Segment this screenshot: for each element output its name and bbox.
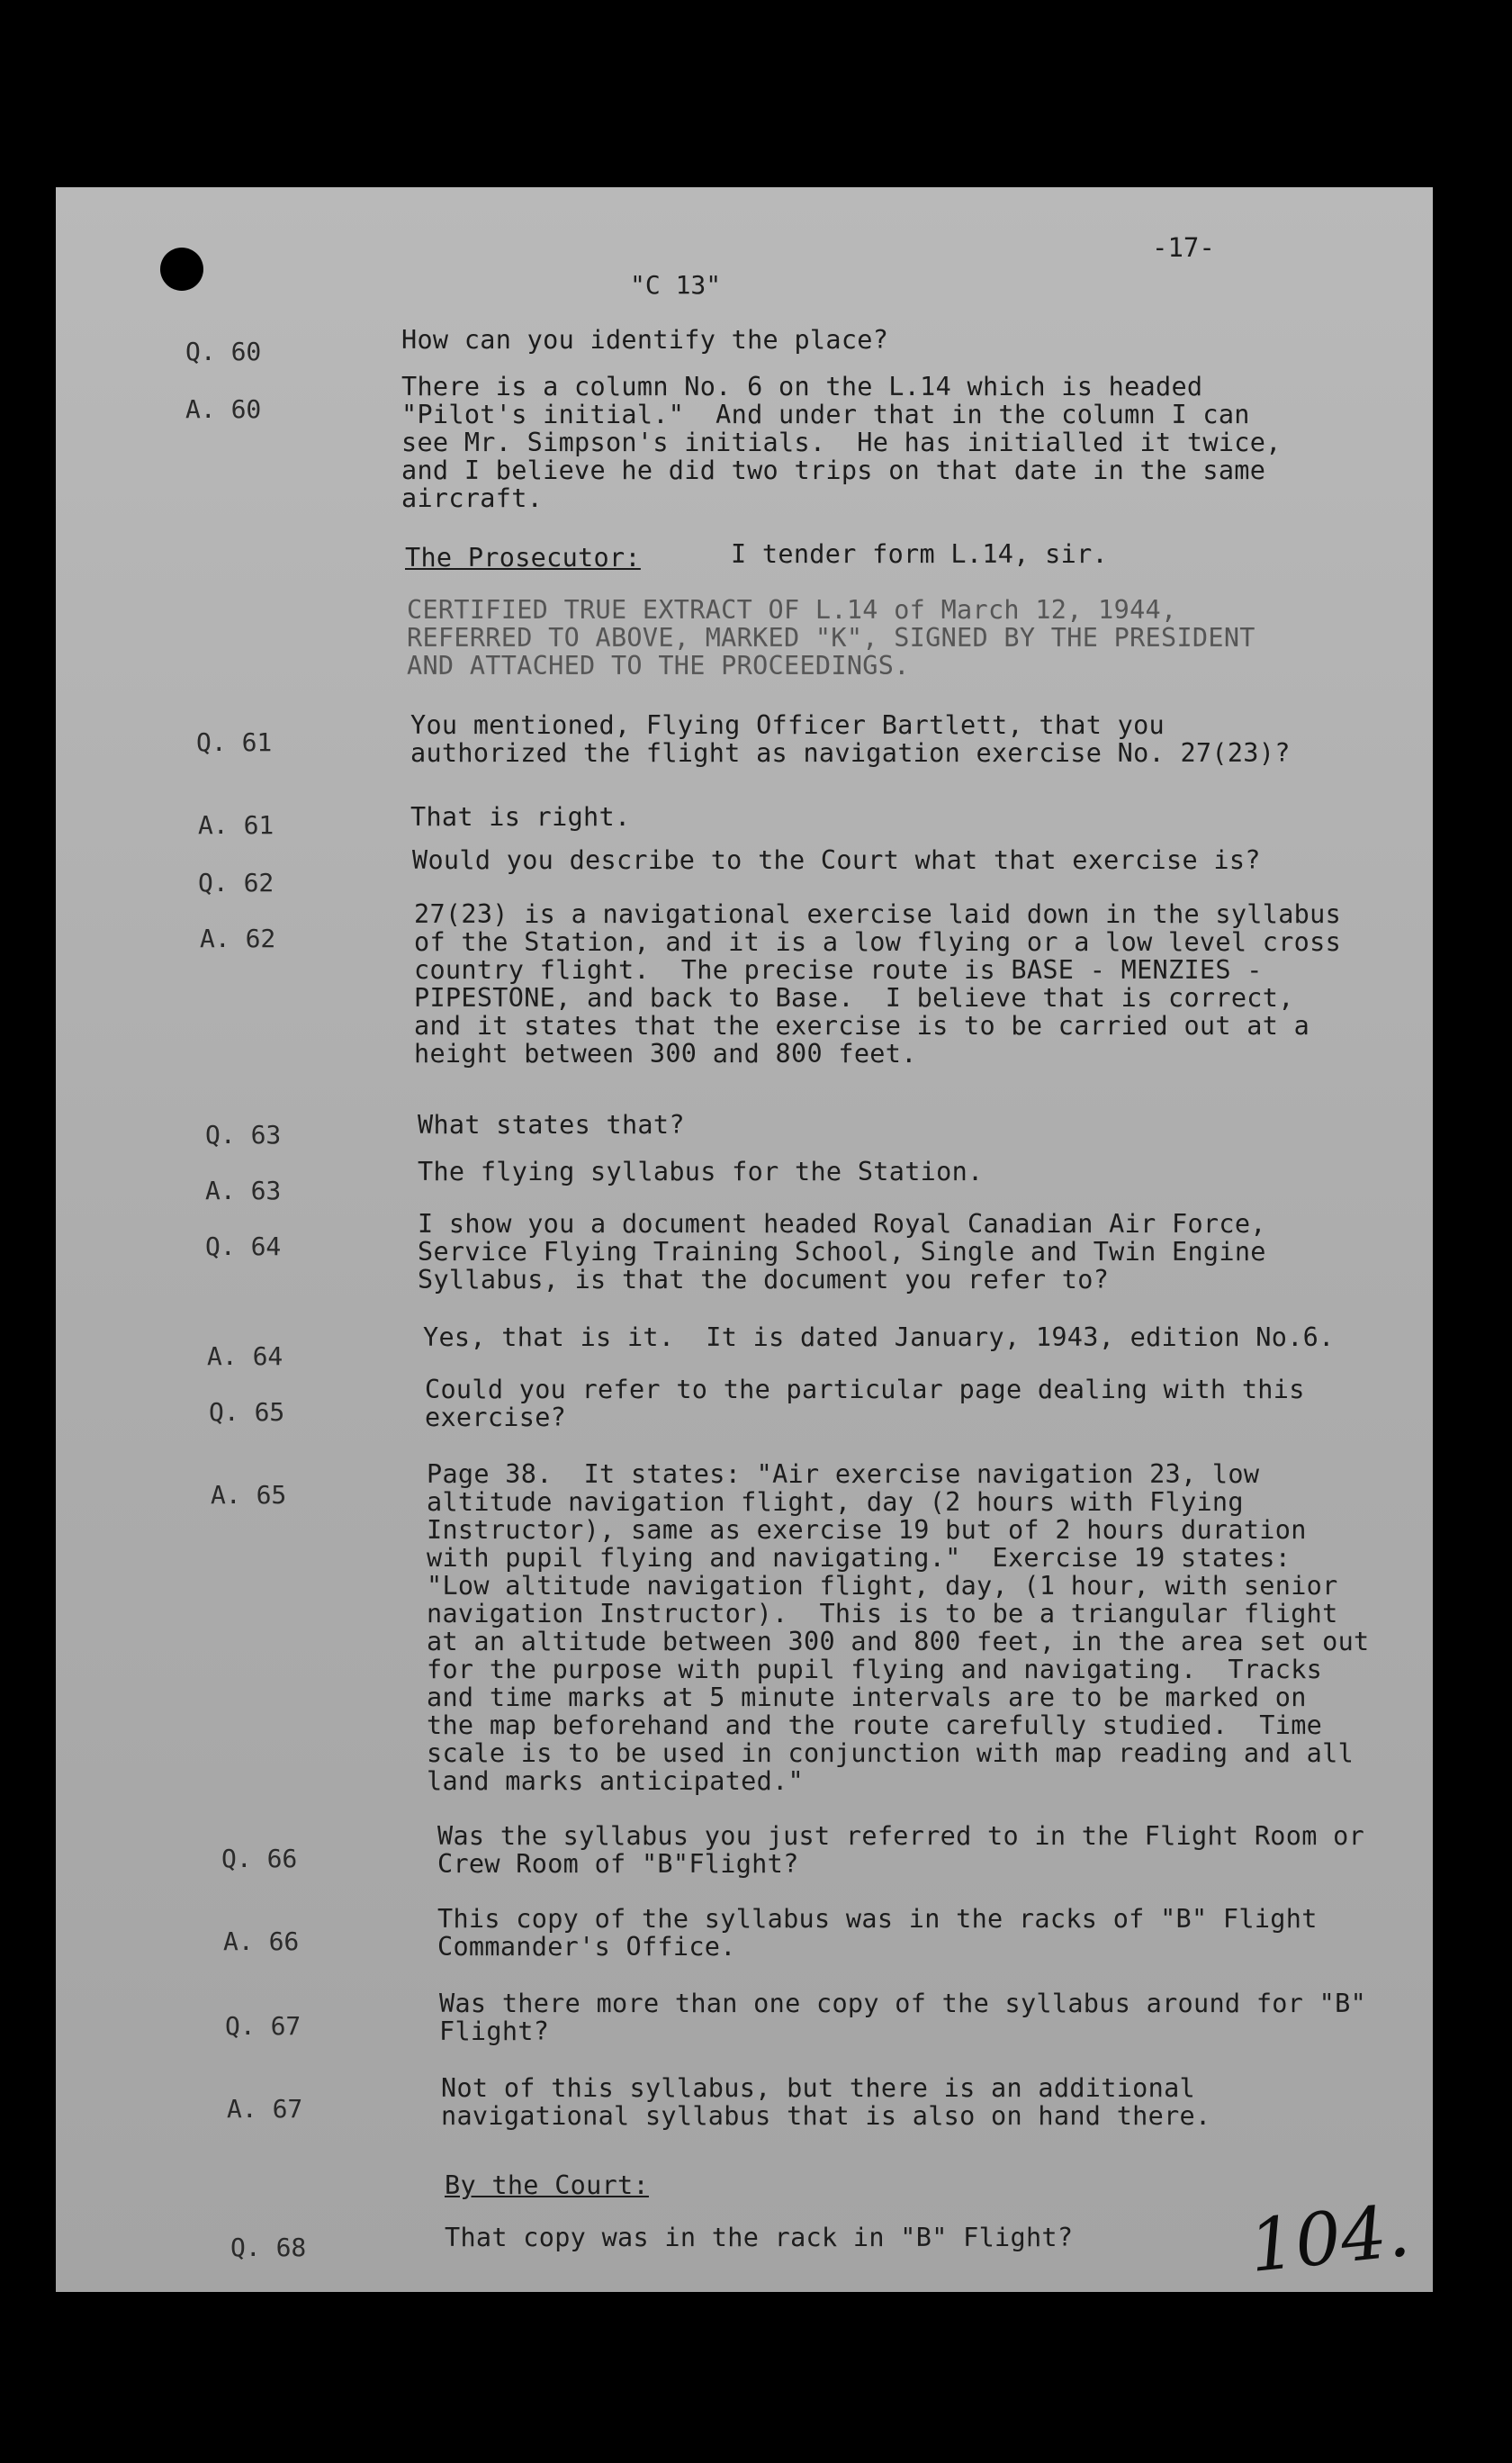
entry-label: Q. 66 <box>221 1844 298 1873</box>
entry-text: The flying syllabus for the Station. <box>418 1157 984 1186</box>
entry-label: A. 65 <box>211 1480 287 1510</box>
entry-label: Q. 64 <box>205 1232 282 1261</box>
entry-label: Q. 62 <box>198 868 274 898</box>
entry-text: There is a column No. 6 on the L.14 which is headed "Pilot's initial." And under that in the column I can see Mr. Simpson's initials. He has initialled it twice, and I believe he did two trips on that date in the same aircraft. <box>401 372 1282 513</box>
entry-label: A. 64 <box>207 1341 284 1371</box>
entry-text: You mentioned, Flying Officer Bartlett, that you authorized the flight as navigation exercise No. 27(23)? <box>410 710 1291 768</box>
entry-text: Yes, that is it. It is dated January, 1943, edition No.6. <box>423 1322 1335 1352</box>
entry-label: A. 67 <box>227 2094 303 2124</box>
entry-text: Would you describe to the Court what that exercise is? <box>412 845 1261 875</box>
entry-text: 27(23) is a navigational exercise laid down in the syllabus of the Station, and it is a low flying or a low level cross country flight. The precise route is BASE - MENZIES - PIPESTONE, and back to Base. I believe that is correct, and it states that the exercise is to be carried out at a height between 300 and 800 feet. <box>414 899 1342 1069</box>
entry-label: Q. 65 <box>209 1397 285 1427</box>
entry-label: Q. 61 <box>196 727 273 757</box>
entry-label: Q. 67 <box>225 2011 302 2041</box>
entry-text: Not of this syllabus, but there is an additional navigational syllabus that is also on hand there. <box>441 2073 1211 2131</box>
entry-text: Was there more than one copy of the syllabus around for "B" Flight? <box>439 1989 1367 2046</box>
entry-label: A. 66 <box>223 1926 300 1956</box>
entry-label: Q. 68 <box>230 2233 307 2262</box>
entry-text: How can you identify the place? <box>401 325 889 355</box>
entry-text: Page 38. It states: "Air exercise navigation 23, low altitude navigation flight, day (2 hours with Flying Instructor), same as exercise 19 but of 2 hours duration with pupil flying and navigating." Exercise 19 states: "Low altitude navigation flight, day, (1 hour, with senior navigation Instructor). This is to be a triangular flight at an altitude between 300 and 800 feet, in the area set out for the purpose with pupil flying and navigating. Tracks and time marks at 5 minute intervals are to be marked on the map beforehand and the route carefully studied. Time scale is to be used in conjunction with map reading and all land marks anticipated." <box>427 1459 1370 1796</box>
speaker-label: The Prosecutor: <box>405 543 641 573</box>
entry-label: A. 63 <box>205 1176 282 1205</box>
entry-text: I show you a document headed Royal Canadian Air Force, Service Flying Training School, Single and Twin Engine Syllabus, is that the document you refer to? <box>418 1209 1266 1295</box>
certified-note: CERTIFIED TRUE EXTRACT OF L.14 of March 12, 1944, REFERRED TO ABOVE, MARKED "K", SIGNED BY THE PRESIDENT AND ATTACHED TO THE PROCEEDINGS. <box>407 595 1256 681</box>
entry-text: I tender form L.14, sir. <box>731 539 1109 569</box>
speaker-label: By the Court: <box>445 2170 649 2200</box>
section-heading: "C 13" <box>630 270 722 300</box>
entry-text: Could you refer to the particular page dealing with this exercise? <box>425 1375 1305 1432</box>
entry-label: Q. 60 <box>185 337 262 366</box>
entry-text: Was the syllabus you just referred to in the Flight Room or Crew Room of "B"Flight? <box>437 1821 1365 1879</box>
entry-label: A. 61 <box>198 810 274 840</box>
page-number: -17- <box>1152 232 1215 263</box>
entry-label: A. 60 <box>185 394 262 424</box>
entry-text: That copy was in the rack in "B" Flight? <box>445 2223 1074 2252</box>
entry-text: That is right. <box>410 802 631 832</box>
entry-label: Q. 63 <box>205 1120 282 1150</box>
punch-hole <box>160 248 203 291</box>
entry-label: A. 62 <box>200 924 276 953</box>
entry-text: This copy of the syllabus was in the racks of "B" Flight Commander's Office. <box>437 1904 1318 1962</box>
handwritten-page-number: 104. <box>1245 2188 1414 2289</box>
entry-text: What states that? <box>418 1110 685 1140</box>
